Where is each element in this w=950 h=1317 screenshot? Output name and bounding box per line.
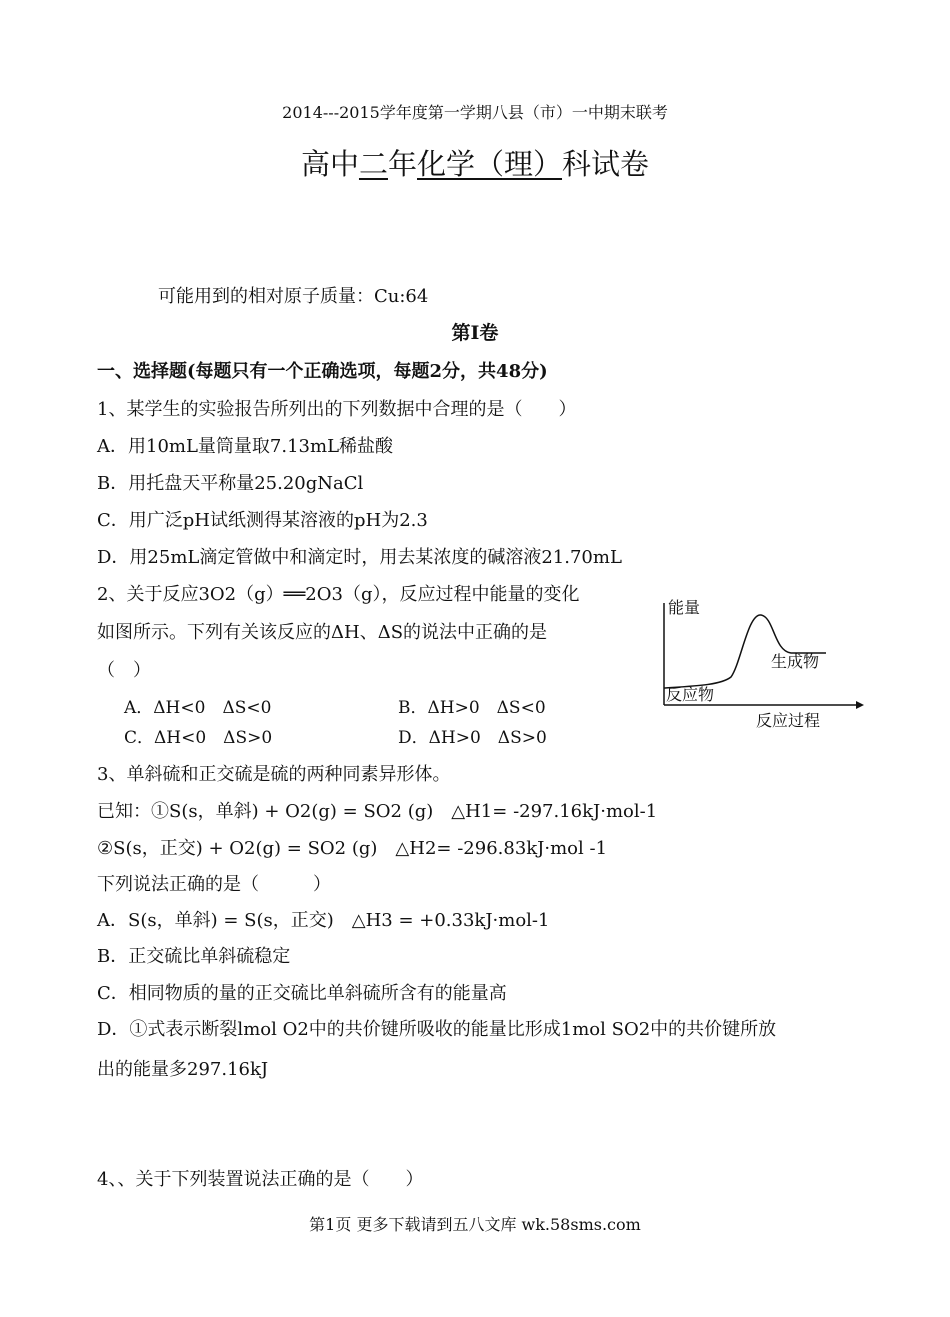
q2-stem-line1: 2、关于反应3O2（g）══2O3（g），反应过程中能量的变化 bbox=[97, 584, 580, 605]
title-suffix: 科试卷 bbox=[562, 147, 650, 181]
q3-option-d-cont: 出的能量多297.16kJ bbox=[97, 1059, 269, 1080]
q2-paren: （ ） bbox=[97, 660, 151, 681]
q2-stem-line2: 如图所示。下列有关该反应的ΔH、ΔS的说法中正确的是 bbox=[97, 622, 548, 643]
volume-heading: 第Ⅰ卷 bbox=[451, 322, 499, 344]
exam-header: 2014---2015学年度第一学期八县（市）一中期末联考 bbox=[282, 103, 668, 122]
q3-option-b: B．正交硫比单斜硫稳定 bbox=[97, 946, 291, 967]
q1-option-b: B．用托盘天平称量25.20gNaCl bbox=[97, 473, 364, 494]
title-year-char: 年 bbox=[387, 147, 417, 181]
section-heading: 一、选择题(每题只有一个正确选项，每题2分，共48分) bbox=[97, 361, 548, 382]
graph-reactant-label: 反应物 bbox=[666, 685, 715, 704]
process-axis-arrow-icon bbox=[856, 701, 864, 709]
graph-x-label: 反应过程 bbox=[756, 711, 821, 730]
q3-stem: 3、单斜硫和正交硫是硫的两种同素异形体。 bbox=[97, 764, 451, 785]
atomic-mass-note: 可能用到的相对原子质量：Cu:64 bbox=[158, 286, 429, 307]
graph-y-label: 能量 bbox=[668, 598, 701, 617]
q2-option-d: D．ΔH>0 ΔS>0 bbox=[398, 728, 547, 748]
q3-known-1: 已知：①S(s，单斜) + O2(g) = SO2 (g) △H1= -297.16kJ·mol-1 bbox=[97, 801, 658, 822]
q3-ask: 下列说法正确的是（ ） bbox=[97, 874, 331, 895]
q2-option-c: C．ΔH<0 ΔS>0 bbox=[124, 728, 273, 748]
page-footer: 第1页 更多下载请到五八文库 wk.58sms.com bbox=[309, 1215, 641, 1234]
title-grade: 二 bbox=[358, 147, 388, 181]
energy-diagram bbox=[656, 593, 866, 733]
q3-option-c: C．相同物质的量的正交硫比单斜硫所含有的能量高 bbox=[97, 983, 507, 1004]
graph-product-label: 生成物 bbox=[771, 652, 820, 671]
q1-option-d: D．用25mL滴定管做中和滴定时，用去某浓度的碱溶液21.70mL bbox=[97, 547, 622, 568]
q3-option-a: A．S(s，单斜) = S(s，正交) △H3 = +0.33kJ·mol-1 bbox=[97, 910, 550, 931]
q4-stem: 4、、关于下列装置说法正确的是（ ） bbox=[97, 1169, 424, 1190]
q1-option-c: C．用广泛pH试纸测得某溶液的pH为2.3 bbox=[97, 510, 428, 531]
title-prefix: 高中 bbox=[300, 147, 359, 181]
q1-stem: 1、某学生的实验报告所列出的下列数据中合理的是（ ） bbox=[97, 399, 577, 420]
q1-option-a: A．用10mL量筒量取7.13mL稀盐酸 bbox=[97, 436, 394, 457]
title-subject: 化学（理） bbox=[417, 147, 563, 181]
q3-option-d: D．①式表示断裂lmol O2中的共价键所吸收的能量比形成1mol SO2中的共价键所放 bbox=[97, 1019, 777, 1040]
q2-option-a: A．ΔH<0 ΔS<0 bbox=[124, 698, 272, 718]
page-title bbox=[0, 142, 950, 183]
q2-option-b: B．ΔH>0 ΔS<0 bbox=[398, 698, 546, 718]
q3-known-2: ②S(s，正交) + O2(g) = SO2 (g) △H2= -296.83kJ·mol -1 bbox=[97, 838, 608, 859]
